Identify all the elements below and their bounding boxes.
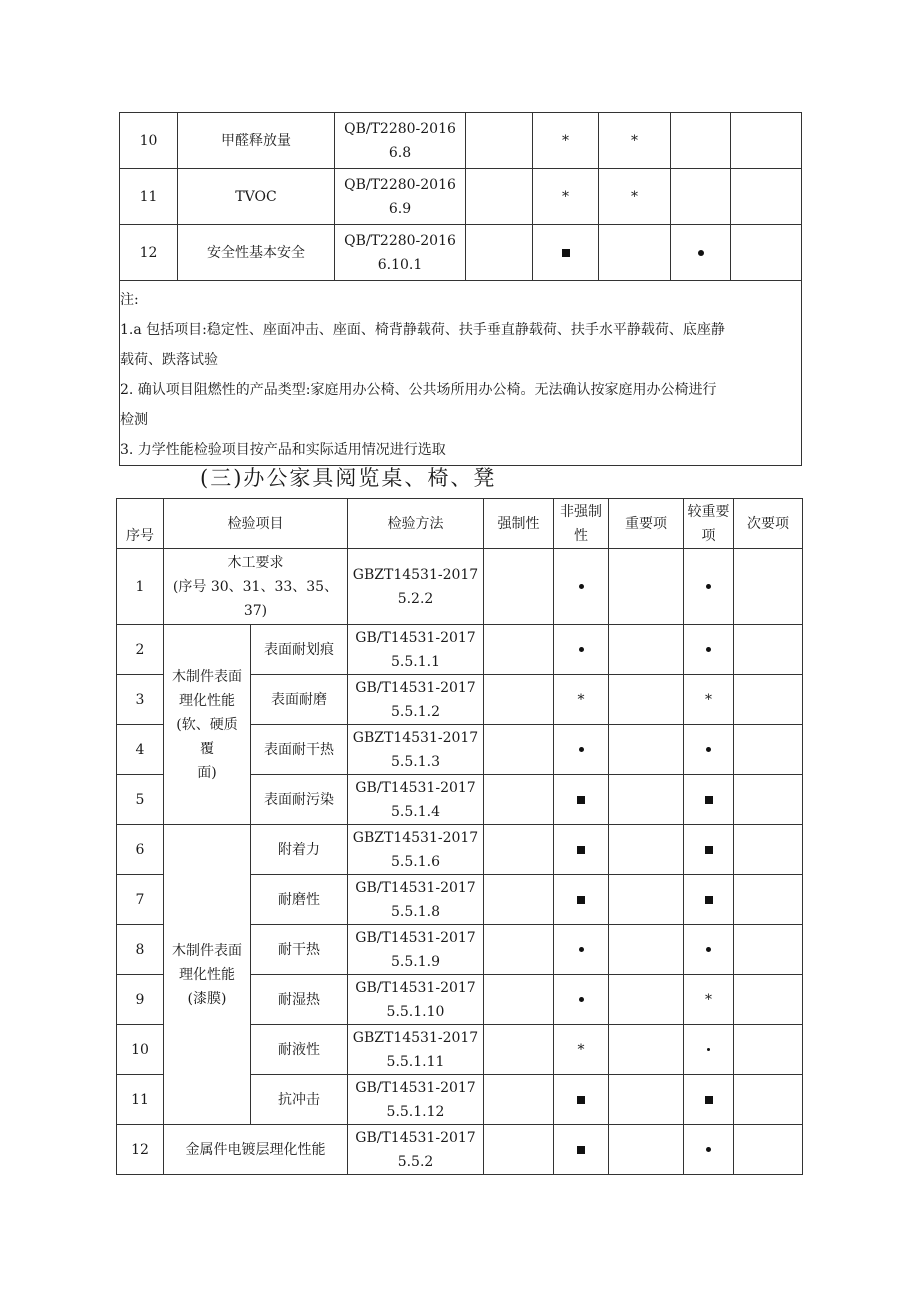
mark-cell [684,1125,734,1175]
method-cell: GB/T14531-2017 5.5.1.8 [348,875,484,925]
important-cell [609,675,684,725]
method-cell: GB/T14531-2017 5.5.2 [348,1125,484,1175]
important-cell [609,725,684,775]
sub-item-cell: 耐湿热 [251,975,348,1025]
sub-item-cell: 耐干热 [251,925,348,975]
star-mark: * [631,132,638,149]
mandatory-cell [484,825,554,875]
square-mark-icon [705,896,713,904]
star-mark: * [577,691,585,708]
header-item: 检验项目 [164,499,348,549]
mark-cell [684,675,734,725]
star-mark: * [631,188,638,205]
square-mark-icon [577,1146,585,1154]
star-mark: * [577,1041,585,1058]
header-row [117,499,803,549]
square-mark-icon [705,1096,713,1104]
header-minor: 次要项 [734,499,803,549]
square-mark-icon [705,846,713,854]
seq-cell: 3 [117,675,164,725]
important-cell [609,875,684,925]
dot-mark-icon [698,250,704,256]
group-cell-paint: 木制件表面 理化性能 (漆膜) [164,825,251,1125]
mark-cell [554,1125,609,1175]
dot-mark-icon [706,647,711,652]
important-cell [609,625,684,675]
seq-cell: 1 [117,549,164,625]
star-mark: * [562,188,569,205]
important-cell [609,975,684,1025]
mark-cell [554,549,609,625]
table-row [117,549,803,625]
sub-item-cell: 表面耐污染 [251,775,348,825]
mark-cell [684,825,734,875]
method-cell: GB/T14531-2017 5.5.1.12 [348,1075,484,1125]
method-cell: GB/T14531-2017 5.5.1.10 [348,975,484,1025]
minor-cell [734,1075,803,1125]
minor-cell [734,925,803,975]
seq-cell: 7 [117,875,164,925]
seq-cell: 6 [117,825,164,875]
seq-cell: 12 [117,1125,164,1175]
sub-item-cell: 耐液性 [251,1025,348,1075]
minor-cell [734,549,803,625]
seq-cell: 9 [117,975,164,1025]
square-mark-icon [705,796,713,804]
mark-cell [731,169,802,225]
mark-cell [684,975,734,1025]
item-cell: TVOC [178,169,335,225]
seq-cell: 10 [117,1025,164,1075]
mandatory-cell [484,1075,554,1125]
mark-cell [731,113,802,169]
method-cell: QB/T2280-2016 6.8 [335,113,466,169]
mark-cell [533,113,599,169]
mandatory-cell [466,169,533,225]
note-line: 3. 力学性能检验项目按产品和实际适用情况进行选取 [120,442,446,458]
table-row [117,625,803,675]
mandatory-cell [484,675,554,725]
mandatory-cell [484,625,554,675]
important-cell [609,775,684,825]
item-cell: 安全性基本安全 [178,225,335,281]
header-seq: 序号 [117,499,164,549]
method-cell: GB/T14531-2017 5.5.1.9 [348,925,484,975]
mark-cell [684,725,734,775]
sub-item-cell: 表面耐划痕 [251,625,348,675]
mark-cell [684,775,734,825]
mark-cell [554,1025,609,1075]
mark-cell [684,549,734,625]
mandatory-cell [466,113,533,169]
mark-cell [554,1075,609,1125]
mark-cell [554,775,609,825]
sub-item-cell: 附着力 [251,825,348,875]
star-mark: * [705,691,712,708]
table-row [120,113,802,169]
mark-cell [554,625,609,675]
seq-cell: 11 [117,1075,164,1125]
mandatory-cell [484,549,554,625]
note-line: 检测 [120,412,148,428]
minor-cell [734,975,803,1025]
star-mark: * [562,132,569,149]
method-cell: GBZT14531-2017 5.5.1.3 [348,725,484,775]
minor-cell [734,875,803,925]
mandatory-cell [484,975,554,1025]
important-cell [609,925,684,975]
seq-cell: 2 [117,625,164,675]
minor-cell [734,775,803,825]
square-mark-icon [577,896,585,904]
mark-cell [554,675,609,725]
small-dot-mark-icon [707,1048,710,1051]
header-important: 重要项 [609,499,684,549]
note-line: 载荷、跌落试验 [120,352,218,368]
minor-cell [734,825,803,875]
item-cell: 甲醛释放量 [178,113,335,169]
section-title: (三)办公家具阅览桌、椅、凳 [200,466,497,490]
dot-mark-icon [579,647,584,652]
mandatory-cell [484,1025,554,1075]
header-relatively-important: 较重要 项 [684,499,734,549]
method-cell: GBZT14531-2017 5.2.2 [348,549,484,625]
dot-mark-icon [706,1147,711,1152]
mark-cell [684,925,734,975]
seq-cell: 8 [117,925,164,975]
dot-mark-icon [706,747,711,752]
method-cell: GBZT14531-2017 5.5.1.11 [348,1025,484,1075]
mark-cell [533,169,599,225]
minor-cell [734,1125,803,1175]
mark-cell [599,113,671,169]
square-mark-icon [577,1096,585,1104]
dot-mark-icon [579,997,584,1002]
seq-cell: 12 [120,225,178,281]
notes-cell [120,281,802,466]
sub-item-cell: 抗冲击 [251,1075,348,1125]
mark-cell [671,225,731,281]
dot-mark-icon [706,947,711,952]
mark-cell [554,875,609,925]
method-cell: GBZT14531-2017 5.5.1.6 [348,825,484,875]
sub-item-cell: 耐磨性 [251,875,348,925]
square-mark-icon [562,249,570,257]
mark-cell [731,225,802,281]
note-line: 1.a 包括项目:稳定性、座面冲击、座面、椅背静载荷、扶手垂直静载荷、扶手水平静载荷、底座静 [120,322,725,338]
method-cell: QB/T2280-2016 6.10.1 [335,225,466,281]
mark-cell [684,1025,734,1075]
important-cell [609,825,684,875]
minor-cell [734,1025,803,1075]
star-mark: * [705,991,712,1008]
sub-item-cell: 表面耐干热 [251,725,348,775]
dot-mark-icon [579,584,584,589]
item-cell: 金属件电镀层理化性能 [164,1125,348,1175]
minor-cell [734,675,803,725]
header-mandatory: 强制性 [484,499,554,549]
notes-row [120,281,802,466]
mandatory-cell [484,1125,554,1175]
note-line: 2. 确认项目阻燃性的产品类型:家庭用办公椅、公共场所用办公椅。无法确认按家庭用办公椅进行 [120,382,717,398]
mandatory-cell [484,775,554,825]
minor-cell [734,725,803,775]
mandatory-cell [484,925,554,975]
note-line: 注: [120,292,139,308]
seq-cell: 10 [120,113,178,169]
mark-cell [533,225,599,281]
mark-cell [599,225,671,281]
sub-item-cell: 表面耐磨 [251,675,348,725]
table-row [117,825,803,875]
seq-cell: 4 [117,725,164,775]
reading-furniture-test-table [116,498,803,1175]
square-mark-icon [577,796,585,804]
important-cell [609,1075,684,1125]
mandatory-cell [484,725,554,775]
dot-mark-icon [706,584,711,589]
table-row [117,1125,803,1175]
method-cell: GB/T14531-2017 5.5.1.1 [348,625,484,675]
item-cell: 木工要求 (序号 30、31、33、35、 37) [164,549,348,625]
mandatory-cell [484,875,554,925]
important-cell [609,1125,684,1175]
header-non-mandatory: 非强制 性 [554,499,609,549]
minor-cell [734,625,803,675]
method-cell: GB/T14531-2017 5.5.1.2 [348,675,484,725]
dot-mark-icon [579,947,584,952]
header-method: 检验方法 [348,499,484,549]
mandatory-cell [466,225,533,281]
table-row [120,225,802,281]
office-chair-test-table [119,112,802,466]
method-cell: QB/T2280-2016 6.9 [335,169,466,225]
mark-cell [554,825,609,875]
important-cell [609,1025,684,1075]
seq-cell: 11 [120,169,178,225]
mark-cell [554,725,609,775]
mark-cell [684,1075,734,1125]
group-cell-surface: 木制件表面 理化性能 (软、硬质 覆 面) [164,625,251,825]
square-mark-icon [577,846,585,854]
mark-cell [554,975,609,1025]
method-cell: GB/T14531-2017 5.5.1.4 [348,775,484,825]
mark-cell [671,113,731,169]
mark-cell [671,169,731,225]
mark-cell [599,169,671,225]
mark-cell [684,875,734,925]
table-row [120,169,802,225]
mark-cell [684,625,734,675]
mark-cell [554,925,609,975]
dot-mark-icon [579,747,584,752]
seq-cell: 5 [117,775,164,825]
important-cell [609,549,684,625]
